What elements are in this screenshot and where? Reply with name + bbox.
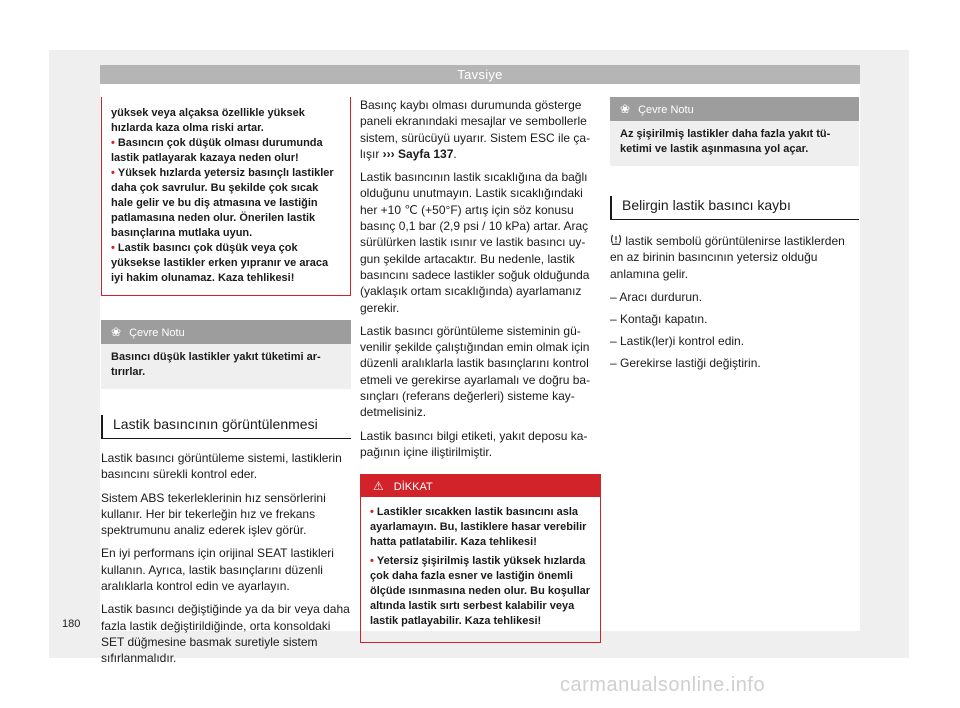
section-title: Belirgin lastik basıncı kaybı bbox=[610, 196, 859, 220]
warning-triangle-icon: ⚠ bbox=[373, 479, 384, 494]
warning-item-text: Basıncın çok düşük olması durumunda lastik patlayarak kazaya neden olur! bbox=[111, 137, 323, 164]
note-header bbox=[610, 97, 859, 121]
warning-item bbox=[111, 241, 341, 286]
paragraph bbox=[360, 97, 601, 162]
bullet-icon: • bbox=[111, 242, 115, 254]
step-item: – Aracı durdurun. bbox=[610, 289, 703, 304]
step-item: – Kontağı kapatın. bbox=[610, 311, 708, 326]
caution-body bbox=[361, 497, 600, 642]
paragraph: Lastik basıncı görüntüleme sisteminin güvenilir şekilde çalıştığından emin olmak için düzenli aralıklarla lastik basınçlarını kontrol etmeli ve gerekirse ayarlamalı ve doğru basınçları (referans değerleri) sisteme kaydetmelisiniz. bbox=[360, 323, 591, 420]
note-header bbox=[101, 320, 351, 344]
tyre-pressure-warning-icon bbox=[610, 233, 622, 249]
section-body bbox=[610, 233, 859, 371]
column-right bbox=[610, 97, 859, 377]
bullet-icon: • bbox=[111, 167, 115, 179]
step-item: – Lastik(ler)i kontrol edin. bbox=[610, 333, 745, 348]
section-title: Lastik basıncının görüntülenmesi bbox=[101, 415, 351, 439]
warning-item-text: Lastik basıncı çok düşük veya çok yüksekse lastikler erken yıpranır ve araca iyi hakim olunamaz. Kaza tehlikesi! bbox=[111, 242, 329, 284]
caution-title: DİKKAT bbox=[393, 481, 433, 494]
note-text: Basıncı düşük lastikler yakıt tüketimi artırırlar. bbox=[111, 351, 321, 378]
warning-item bbox=[111, 136, 341, 166]
caution-item bbox=[370, 505, 591, 550]
caution-item-text: Lastikler sıcakken lastik basıncını asla ayarlamayın. Bu, lastiklere hasar verebilir hatta patlatabilir. Kaza tehlikesi! bbox=[370, 506, 587, 549]
caution-item bbox=[370, 554, 591, 629]
flower-icon: ❀ bbox=[620, 102, 631, 116]
paragraph: Lastik basıncının lastik sıcaklığına da bağlı olduğunu unutmayın. Lastik sıcaklığındaki her +10 ℃ (+50°F) artış için söz konusu basınç 0,1 bar (2,9 psi / 10 kPa) artar. Araç sürülürken lastik ısınır ve lastik basıncı uygun şekilde artacaktır. Bu nedenle, lastik basıncını sadece lastikler soğuk olduğunda (yaklaşık ortam sıcaklığında) ayarlamanız gerekir. bbox=[360, 170, 590, 315]
caution-header bbox=[361, 475, 600, 497]
warning-item bbox=[111, 106, 341, 136]
paragraph bbox=[610, 233, 859, 282]
paragraph-text: lastik sembolü görüntülenirse lastiklerden en az birinin basıncının yetersiz olduğu anlamına gelir. bbox=[610, 234, 845, 281]
paragraph: Lastik basıncı değiştiğinde ya da bir veya daha fazla lastik değiştirildiğinde, orta konsoldaki SET düğmesine basmak suretiyle sistem sıfırlanmalıdır. bbox=[101, 602, 350, 666]
paragraph: En iyi performans için orijinal SEAT lastikleri kullanın. Ayrıca, lastik basınçlarını düzenli aralıklarla kontrol edin ve ayarlayın. bbox=[101, 546, 334, 594]
page-reference-link[interactable]: ››› Sayfa 137 bbox=[382, 146, 454, 161]
warning-item-text: Yüksek hızlarda yetersiz basınçlı lastikler daha çok savrulur. Bu şekilde çok sıcak hale gelir ve bu diş atmasına ve lastiğin patlamasına neden olur. Önerilen lastik basınçlarına mutlaka uyun. bbox=[111, 167, 334, 239]
paragraph: Lastik basıncı bilgi etiketi, yakıt deposu kapağının içine iliştirilmiştir. bbox=[360, 428, 588, 459]
environment-note bbox=[610, 97, 859, 166]
note-text: Az şişirilmiş lastikler daha fazla yakıt tüketimi ve lastik aşınmasına yol açar. bbox=[620, 128, 831, 155]
caution-item-text: Yetersiz şişirilmiş lastik yüksek hızlarda çok daha fazla esner ve lastiğin önemli ölçüde ısınmasına neden olur. Bu koşullar altında lastik sırtı serbest kalabilir veya lastik patlayabilir. Kaza tehlikesi! bbox=[370, 555, 591, 628]
flower-icon: ❀ bbox=[111, 325, 122, 339]
page-header: Tavsiye bbox=[100, 65, 860, 84]
warning-item-text: yüksek veya alçaksa özellikle yüksek hızlarda kaza olma riski artar. bbox=[111, 107, 305, 134]
bullet-icon: • bbox=[370, 506, 374, 519]
section-body bbox=[101, 450, 351, 667]
note-title: Çevre Notu bbox=[129, 327, 185, 339]
paragraph-end: . bbox=[453, 146, 457, 161]
step-item: – Gerekirse lastiği değiştirin. bbox=[610, 355, 761, 370]
paragraph: Lastik basıncı görüntüleme sistemi, lastiklerin basıncını sürekli kontrol eder. bbox=[101, 451, 342, 482]
warning-item bbox=[111, 166, 341, 241]
column-left bbox=[101, 97, 351, 674]
caution-box bbox=[360, 474, 601, 643]
column-middle bbox=[360, 97, 601, 643]
note-title: Çevre Notu bbox=[638, 104, 694, 116]
environment-note bbox=[101, 320, 351, 389]
bullet-icon: • bbox=[370, 555, 374, 568]
paragraph: Sistem ABS tekerleklerinin hız sensörlerini kullanır. Her bir tekerleğin hız ve frekans spektrumunu analiz ederek işlev görür. bbox=[101, 490, 326, 538]
page-number: 180 bbox=[62, 618, 81, 630]
watermark-text: carmanualsonline.info bbox=[560, 674, 766, 696]
paragraph-text: Basınç kaybı olması durumunda gösterge paneli ekranındaki mesajlar ve sembollerle sistem, sürücüyü uyarır. Sistem ESC ile çalışır bbox=[360, 98, 591, 161]
warning-continuation-box bbox=[101, 97, 351, 296]
bullet-icon: • bbox=[111, 137, 115, 149]
